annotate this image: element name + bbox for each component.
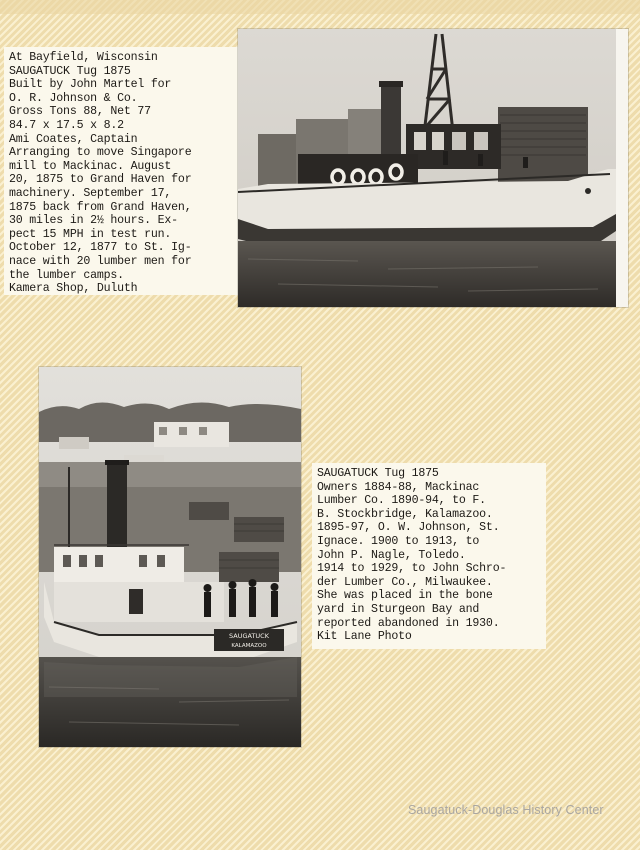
stern-port-text: KALAMAZOO [231,643,267,649]
caption-line: pect 15 MPH in test run. [9,227,172,241]
caption-line: 20, 1875 to Grand Haven for [9,173,192,187]
caption-line: O. R. Johnson & Co. [9,91,138,105]
caption-line: the lumber camps. [9,268,124,282]
caption-line: nace with 20 lumber men for [9,254,192,268]
caption-line: machinery. September 17, [9,186,172,200]
caption-line: Ami Coates, Captain [9,132,138,146]
caption-line: B. Stockbridge, Kalamazoo. [317,507,493,521]
tug-dock-illustration [238,29,616,307]
caption-line: Kamera Shop, Duluth [9,282,138,296]
caption-line: 30 miles in 2½ hours. Ex- [9,214,178,228]
caption-line: reported abandoned in 1930. [317,616,500,630]
photo-tug-at-dock [238,29,628,307]
caption-line: 1914 to 1929, to John Schro- [317,562,507,576]
caption-line: Built by John Martel for [9,78,172,92]
caption-line: Lumber Co. 1890-94, to F. [317,494,486,508]
caption-line: At Bayfield, Wisconsin [9,51,158,64]
caption-card-ownership [312,463,546,649]
caption-line: 84.7 x 17.5 x 8.2 [9,118,124,132]
caption-line: der Lumber Co., Milwaukee. [317,575,493,589]
caption-line: SAUGATUCK Tug 1875 [317,467,439,480]
caption-line: Arranging to move Singapore [9,146,192,160]
watermark: Saugatuck-Douglas History Center [408,803,604,817]
caption-line: Ignace. 1900 to 1913, to [317,534,480,548]
caption-line: Owners 1884-88, Mackinac [317,480,480,494]
stern-name-text: SAUGATUCK [229,632,269,640]
caption-line: Gross Tons 88, Net 77 [9,105,151,119]
caption-line: She was placed in the bone [317,589,493,603]
caption-line: mill to Mackinac. August [9,159,172,173]
caption-line: Kit Lane Photo [317,630,412,644]
caption-line: SAUGATUCK Tug 1875 [9,64,131,78]
tug-stern-illustration [39,367,301,747]
caption-line: yard in Sturgeon Bay and [317,602,480,616]
caption-line: 1875 back from Grand Haven, [9,200,192,214]
photo-tug-stern-view [39,367,301,747]
caption-line: 1895-97, O. W. Johnson, St. [317,521,500,535]
caption-line: John P. Nagle, Toledo. [317,548,466,562]
album-page-edge [0,0,640,14]
caption-line: October 12, 1877 to St. Ig- [9,241,192,255]
caption-card-bayfield [4,47,242,295]
